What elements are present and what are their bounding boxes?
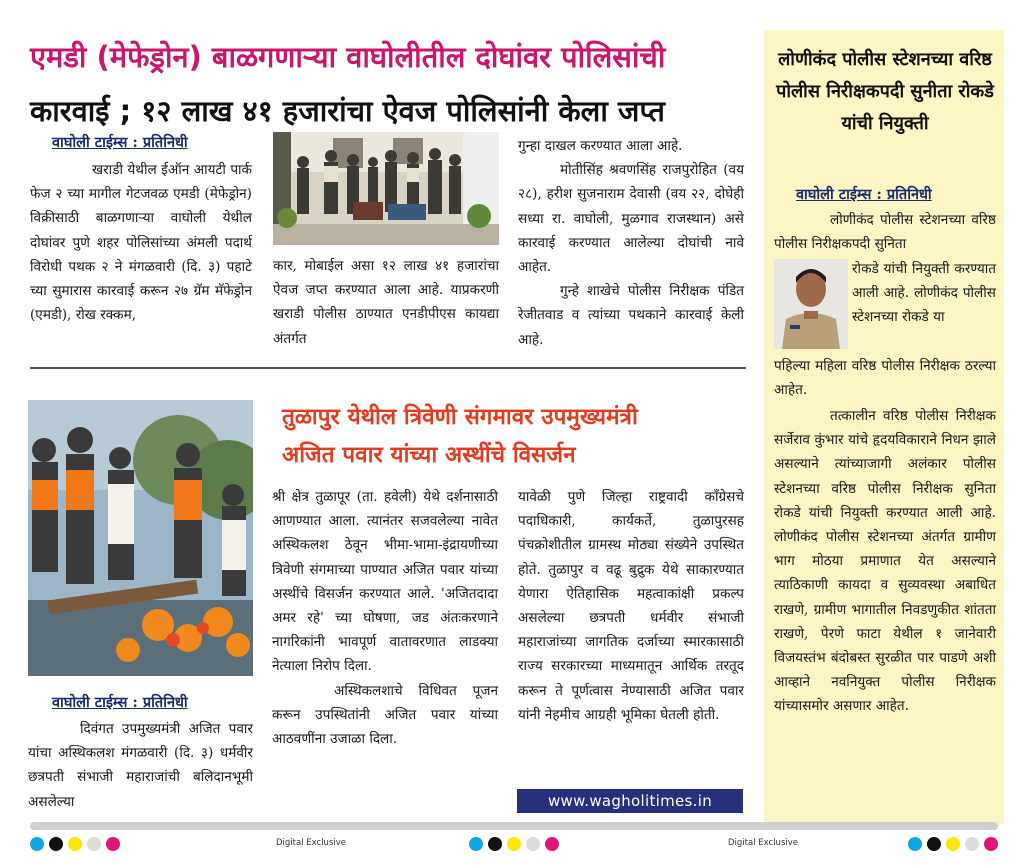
top-col2: कार, मोबाईल असा १२ लाख ४१ हजारांचा ऐवज जप्त करण्यात आला आहे. याप्रकरणी खराडी पोलीस ठाण्यात एनडीपीएस कायद्या अंतर्गत xyxy=(273,258,499,347)
cyan-dot xyxy=(908,837,922,851)
second-col2-para2: अस्थिकलशाचे विधिवत पूजन करून उपस्थितांनी अजित पवार यांच्या आठवणींना उजाळा दिला. xyxy=(272,682,498,748)
section-divider xyxy=(30,367,746,369)
second-col2-para1: श्री क्षेत्र तुळापूर (ता. हवेली) येथे दर्शनासाठी आणण्यात आला. त्यानंतर सजवलेल्या नावेत अस्थिकलश ठेवून भीमा-भामा-इंद्रायणीच्या त्रिवेणी संगमाच्या पाण्यात अजित पवार यांच्या अस्थींचे विसर्जन करण्यात आले. 'अजितदादा अमर रहे' च्या घोषणा, जड अंतःकरणाने नागरिकांनी भावपूर्ण वातावरणात लाडक्या नेत्याला निरोप दिला. xyxy=(272,489,498,675)
sidebar-headline: लोणीकंद पोलीस स्टेशनच्या वरिष्ठ पोलीस निरीक्षकपदी सुनीता रोकडे यांची नियुक्ती xyxy=(776,49,994,134)
ashes-photo xyxy=(28,400,253,676)
top-photo xyxy=(273,132,499,245)
website-banner[interactable]: www.wagholitimes.in xyxy=(517,789,743,813)
sidebar-para1-wrap: रोकडे यांची नियुक्ती करण्यात आली आहे. लोणीकंद पोलीस स्टेशनच्या रोकडे या xyxy=(852,261,996,326)
sidebar-byline: वाघोली टाईम्स : प्रतिनिधी xyxy=(796,186,932,203)
cyan-dot xyxy=(30,837,44,851)
grey-dot xyxy=(526,837,540,851)
second-col1: दिवंगत उपमुख्यमंत्री अजित पवार यांचा अस्थिकलश मंगळवारी (दि. ३) धर्मवीर छत्रपती संभाजी महाराजांची बलिदानभूमी असलेल्या xyxy=(28,721,253,810)
immersion-ceremony-photo xyxy=(28,400,253,676)
second-headline-line2: अजित पवार यांच्या अस्थींचे विसर्जन xyxy=(282,442,576,468)
black-dot xyxy=(488,837,502,851)
top-headline-line2: कारवाई ; १२ लाख ४१ हजारांचा ऐवज पोलिसांनी केला जप्त xyxy=(30,94,665,128)
second-col3: यावेळी पुणे जिल्हा राष्ट्रवादी काँग्रेसचे पदाधिकारी, कार्यकर्ते, तुळापुरसह पंचक्रोशीतील ग्रामस्थ मोठ्या संख्येने उपस्थित होते. तुळापुर व वढू बुद्रुक येथे साकारण्यात येणारा ऐतिहासिक महत्वाकांक्षी प्रकल्प असलेल्या छत्रपती धर्मवीर संभाजी महाराजांच्या जागतिक दर्जाच्या स्मारकासाठी राज्य सरकारच्या माध्यमातून आर्थिक तरतूद करून ते पूर्णत्वास नेण्यासाठी अजित पवार यांनी नेहमीच आग्रही भूमिका घेतली होती. xyxy=(518,489,744,723)
grey-dot xyxy=(87,837,101,851)
second-col2 xyxy=(272,485,498,751)
top-col3-para3: गुन्हे शाखेचे पोलीस निरीक्षक पंडित रेजीतवाड व त्यांच्या पथकाने कारवाई केली आहे. xyxy=(518,283,744,348)
sidebar-para1-top: लोणीकंद पोलीस स्टेशनच्या वरिष्ठ पोलीस निरीक्षकपदी सुनिता xyxy=(774,212,996,253)
officer-portrait xyxy=(774,259,848,349)
yellow-dot xyxy=(68,837,82,851)
footer-label-left: Digital Exclusive xyxy=(276,838,346,848)
top-col3-para1: गुन्हा दाखल करण्यात आला आहे. xyxy=(518,138,683,154)
magenta-dot xyxy=(984,837,998,851)
top-headline-line1: एमडी (मेफेड्रोन) बाळगणाऱ्या वाघोलीतील दोघांवर पोलिसांची xyxy=(30,40,666,74)
black-dot xyxy=(927,837,941,851)
magenta-dot xyxy=(106,837,120,851)
top-col3 xyxy=(518,134,744,352)
top-byline: वाघोली टाईम्स : प्रतिनिधी xyxy=(52,134,188,151)
police-group-photo xyxy=(273,132,499,245)
yellow-dot xyxy=(507,837,521,851)
magenta-dot xyxy=(545,837,559,851)
cyan-dot xyxy=(469,837,483,851)
second-headline xyxy=(282,398,752,474)
top-headline xyxy=(30,30,760,138)
footer-label-right: Digital Exclusive xyxy=(728,838,798,848)
top-col3-para2: मोतीसिंह श्रवणसिंह राजपुरोहित (वय २८), हरीश सुजनाराम देवासी (वय २२, दोघेही सध्या रा. वाघोली, मुळगाव राजस्थान) असे कारवाई करण्यात आलेल्या दोघांची नावे आहेत. xyxy=(518,162,744,276)
footer-bar xyxy=(30,822,998,830)
yellow-dot xyxy=(946,837,960,851)
sidebar-para2: तत्कालीन वरिष्ठ पोलीस निरीक्षक सर्जेराव कुंभार यांचे हृदयविकाराने निधन झाले असल्याने त्यांच्याजागी अलंकार पोलीस स्टेशनच्या वरिष्ठ पोलीस निरीक्षक सुनिता रोकडे यांची नियुक्ती करण्यात आली आहे. लोणीकंद पोलीस स्टेशनच्या अंतर्गत ग्रामीण भाग मोठया प्रमाणात येत असल्याने त्याठिकाणी कायदा व सुव्यवस्था अबाधित राखणे, ग्रामीण भागातील निवडणुकीत शांतता राखणे, पेरणे फाटा येथील १ जानेवारी विजयस्तंभ बंदोबस्त सुरळीत पार पाडणे अशी आव्हाने नवनियुक्त पोलीस निरीक्षक यांच्यासमोर असणार आहेत. xyxy=(774,408,996,715)
officer-photo xyxy=(774,259,848,349)
black-dot xyxy=(49,837,63,851)
second-byline: वाघोली टाईम्स : प्रतिनिधी xyxy=(52,694,188,711)
grey-dot xyxy=(965,837,979,851)
sidebar-para1-bottom: पहिल्या महिला वरिष्ठ पोलीस निरीक्षक ठरल्या आहेत. xyxy=(774,358,996,399)
second-headline-line1: तुळापुर येथील त्रिवेणी संगमावर उपमुख्यमंत्री xyxy=(282,404,638,430)
top-col1: खराडी येथील ईऑन आयटी पार्क फेज २ च्या मागील गेटजवळ एमडी (मेफेड्रोन) विक्रीसाठी बाळगणाऱ्या वाघोली येथील दोघांवर पुणे शहर पोलिसांच्या अंमली पदार्थ विरोधी पथक २ ने मंगळवारी (दि. ३) पहाटे च्या सुमारास कारवाई करून २७ ग्रॅम मॅफेड्रोन (एमडी), रोख रक्कम, xyxy=(30,162,252,324)
